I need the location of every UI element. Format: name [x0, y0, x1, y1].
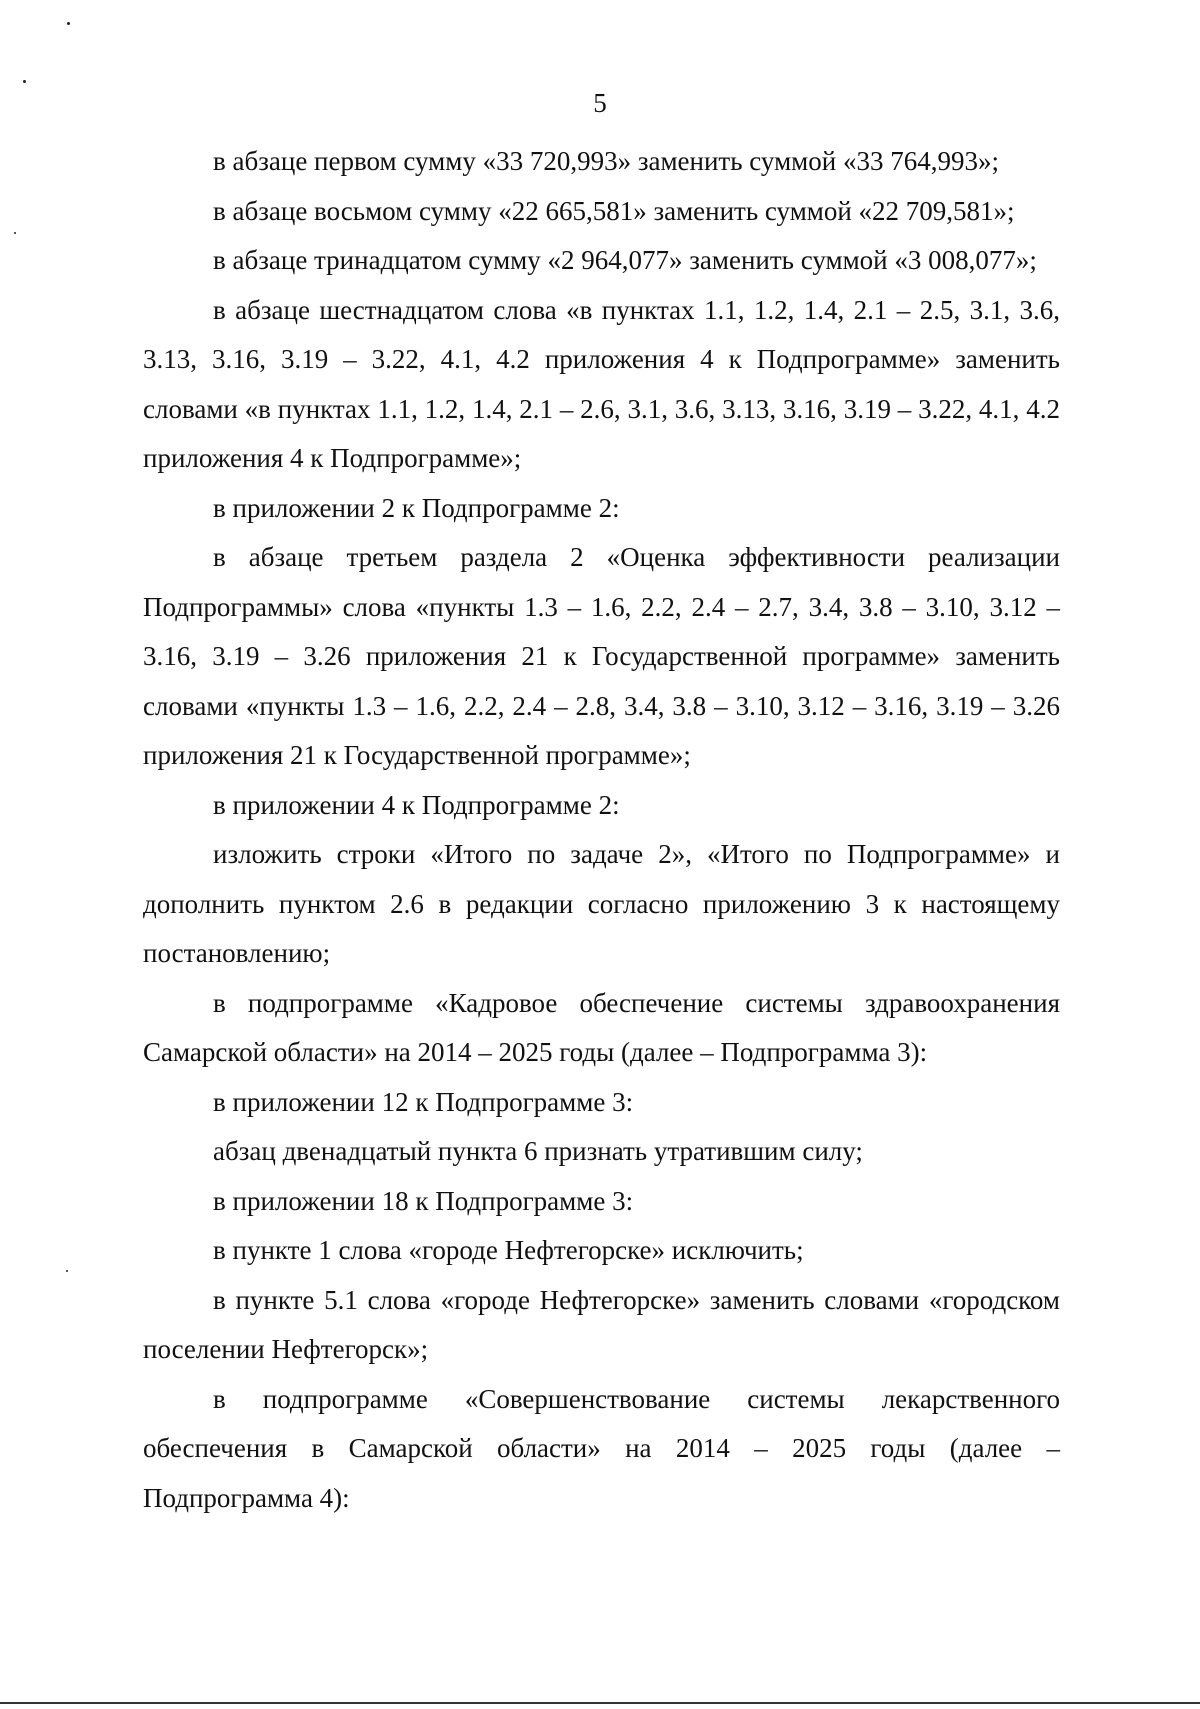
paragraph: в подпрограмме «Совершенствование системы лекарственного обеспечения в Самарской области» на 2014 – 2025 годы (далее – Подпрограмма 4): — [143, 1383, 1060, 1513]
paragraph: в пункте 1 слова «городе Нефтегорске» исключить; — [213, 1235, 804, 1265]
paragraph: в приложении 18 к Подпрограмме 3: — [213, 1185, 634, 1216]
scan-speck — [23, 80, 26, 83]
page-number: 5 — [593, 88, 607, 118]
paragraph: в абзаце шестнадцатом слова «в пунктах 1.1, 1.2, 1.4, 2.1 – 2.5, 3.1, 3.6, 3.13, 3.16, 3.19 – 3.22, 4.1, 4.2 приложения 4 к Подпрограмме» заменить словами «в пунктах 1.1, 1.2, 1.4, 2.1 – 2.6, 3.1, 3.6, 3.13, 3.16, 3.19 – 3.22, 4.1, 4.2 приложения 4 к Подпрограмме»; — [143, 294, 1060, 473]
paragraph: в подпрограмме «Кадровое обеспечение системы здравоохранения Самарской области» на 2014 – 2025 годы (далее – Подпрограмма 3): — [143, 987, 1060, 1067]
paragraph: абзац двенадцатый пункта 6 признать утратившим силу; — [213, 1136, 863, 1166]
paragraph: в абзаце третьем раздела 2 «Оценка эффективности реализации Подпрограммы» слова «пункты 1.3 – 1.6, 2.2, 2.4 – 2.7, 3.4, 3.8 – 3.10, 3.12 – 3.16, 3.19 – 3.26 приложения 21 к Государственной программе» заменить словами «пункты 1.3 – 1.6, 2.2, 2.4 – 2.8, 3.4, 3.8 – 3.10, 3.12 – 3.16, 3.19 – 3.26 приложения 21 к Государственной программе»; — [143, 542, 1060, 770]
scan-speck — [67, 22, 70, 25]
document-body — [143, 137, 1060, 1523]
paragraph: в пункте 5.1 слова «городе Нефтегорске» заменить словами «городском поселении Нефтегорск»; — [143, 1284, 1060, 1364]
paragraph: изложить строки «Итого по задаче 2», «Итого по Подпрограмме» и дополнить пунктом 2.6 в редакции согласно приложению 3 к настоящему постановлению; — [143, 839, 1060, 968]
scan-bottom-edge — [0, 1702, 1200, 1704]
paragraph: в приложении 12 к Подпрограмме 3: — [213, 1086, 634, 1117]
paragraph: в абзаце первом сумму «33 720,993» заменить суммой «33 764,993»; — [213, 146, 999, 176]
paragraph: в абзаце тринадцатом сумму «2 964,077» заменить суммой «3 008,077»; — [213, 245, 1037, 275]
paragraph: в приложении 4 к Подпрограмме 2: — [213, 789, 620, 820]
scan-speck — [66, 1270, 68, 1272]
paragraph: в приложении 2 к Подпрограмме 2: — [213, 492, 620, 523]
scan-speck — [14, 232, 16, 234]
paragraph: в абзаце восьмом сумму «22 665,581» заменить суммой «22 709,581»; — [213, 195, 1015, 226]
